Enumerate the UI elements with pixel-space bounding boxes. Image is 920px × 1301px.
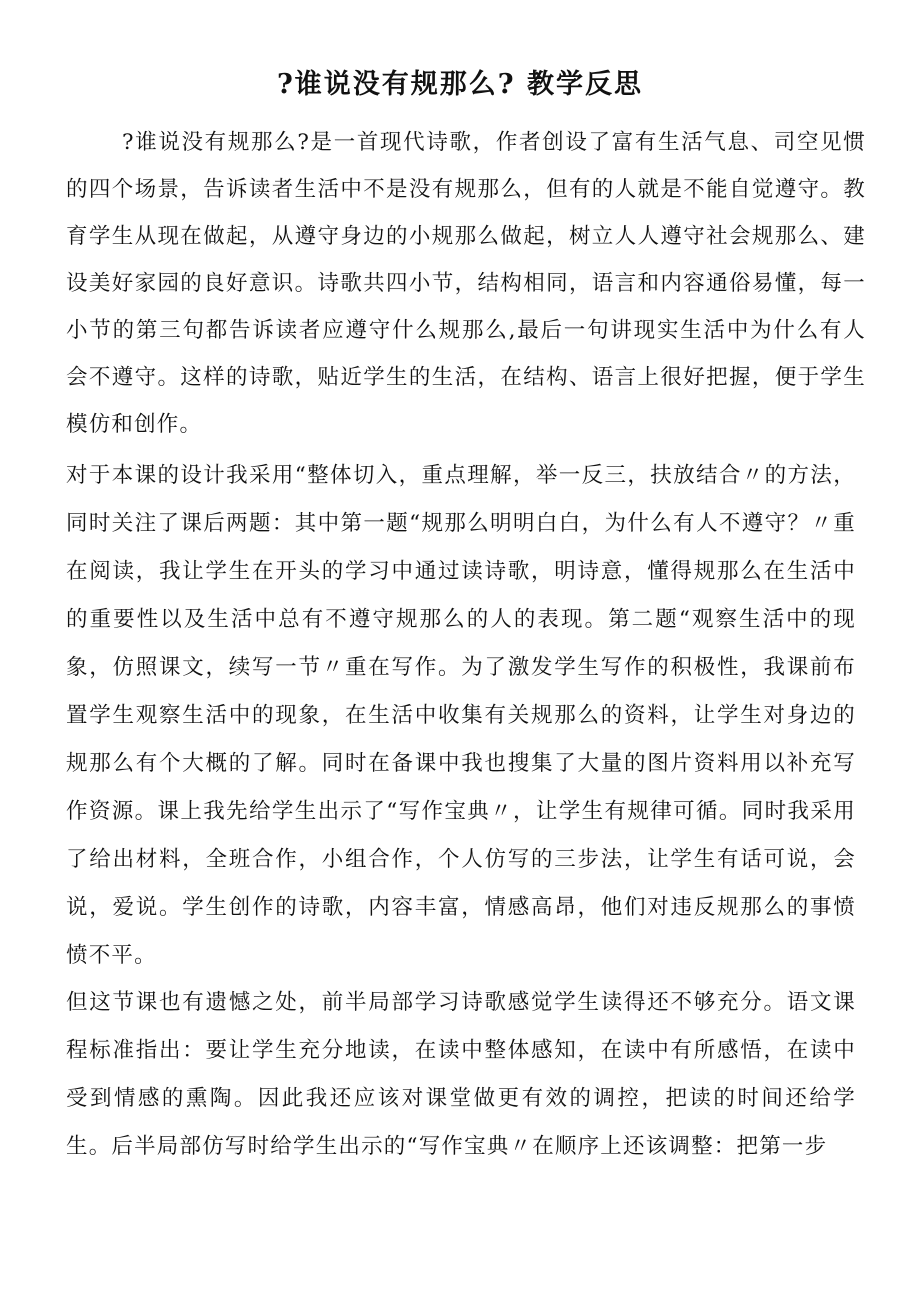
paragraph-reflection: 但这节课也有遗憾之处，前半局部学习诗歌感觉学生读得还不够充分。语文课程标准指出：要让学生充分地读，在读中整体感知，在读中有所感悟，在读中受到情感的熏陶。因此我还应该对课堂做更有效的调控，把读的时间还给学生。后半局部仿写时给学生出示的“写作宝典〃在顺序上还该调整：把第一步: [66, 990, 856, 1159]
document-title: ?谁说没有规那么? 教学反思: [276, 69, 644, 100]
paragraph-design: 对于本课的设计我采用“整体切入，重点理解，举一反三，扶放结合〃的方法，同时关注了课后两题：其中第一题“规那么明明白白，为什么有人不遵守？〃重在阅读，我让学生在开头的学习中通过读诗歌，明诗意，懂得规那么在生活中的重要性以及生活中总有不遵守规那么的人的表现。第二题“观察生活中的现象，仿照课文，续写一节〃重在写作。为了激发学生写作的积极性，我课前布置学生观察生活中的现象，在生活中收集有关规那么的资料，让学生对身边的规那么有个大概的了解。同时在备课中我也搜集了大量的图片资料用以补充写作资源。课上我先给学生出示了“写作宝典〃，让学生有规律可循。同时我采用了给出材料，全班合作，小组合作，个人仿写的三步法，让学生有话可说，会说，爱说。学生创作的诗歌，内容丰富，情感高昂，他们对违反规那么的事愤愤不平。: [66, 463, 856, 968]
paragraph-intro: ?谁说没有规那么?是一首现代诗歌，作者创设了富有生活气息、司空见惯的四个场景，告诉读者生活中不是没有规那么，但有的人就是不能自觉遵守。教育学生从现在做起，从遵守身边的小规那么做起，树立人人遵守社会规那么、建设美好家园的良好意识。诗歌共四小节，结构相同，语言和内容通俗易懂，每一小节的第三句都告诉读者应遵守什么规那么,最后一句讲现实生活中为什么有人会不遵守。这样的诗歌，贴近学生的生活，在结构、语言上很好把握，便于学生模仿和创作。: [66, 130, 866, 437]
